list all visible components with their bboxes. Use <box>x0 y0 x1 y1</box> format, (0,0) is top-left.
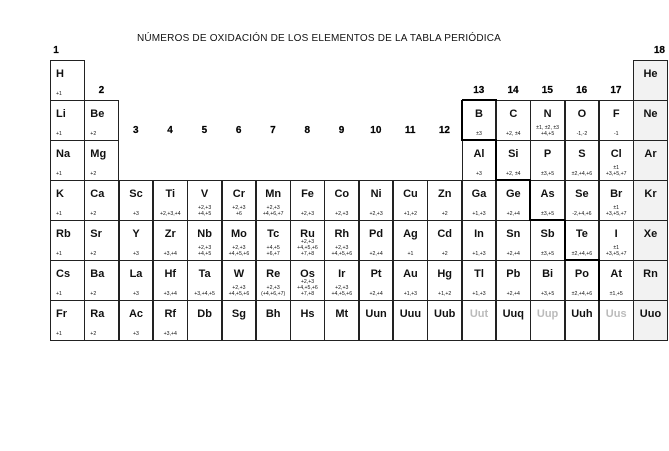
group-label-3: 3 <box>132 125 139 136</box>
oxidation-states: +3,+4 <box>163 330 177 337</box>
element-cell-fe <box>290 180 325 221</box>
element-symbol: Ra <box>90 308 105 320</box>
element-symbol: Os <box>300 268 315 280</box>
oxidation-states: +1 <box>56 130 62 137</box>
oxidation-states: +3,+4,+5 <box>194 290 215 297</box>
element-cell-cu <box>393 180 428 221</box>
element-cell-v <box>187 180 222 221</box>
oxidation-states: +1,+3 <box>472 250 486 257</box>
element-cell-se <box>565 180 600 221</box>
group-label-15: 15 <box>541 85 553 96</box>
element-cell-ti <box>153 180 188 221</box>
oxidation-states: ±2,+4,+6 <box>571 290 593 297</box>
oxidation-states: +2 <box>90 170 97 177</box>
element-symbol: Kr <box>644 188 657 200</box>
element-symbol: C <box>509 108 518 120</box>
element-cell-ac <box>119 300 154 341</box>
group-label-2: 2 <box>98 85 105 96</box>
element-cell-ir <box>324 260 359 301</box>
element-symbol: Se <box>575 188 589 200</box>
element-cell-cr <box>222 180 257 221</box>
element-symbol: Sb <box>540 228 555 240</box>
element-cell-xe <box>633 220 668 261</box>
oxidation-states: +1 <box>56 250 62 257</box>
element-cell-mo <box>222 220 257 261</box>
group-label-8: 8 <box>304 125 311 136</box>
oxidation-states: +2, ±4 <box>506 170 521 177</box>
element-cell-uuo <box>633 300 668 341</box>
element-cell-uun <box>359 300 394 341</box>
element-symbol: Be <box>90 108 105 120</box>
element-symbol: Mt <box>335 308 349 320</box>
element-cell-c <box>496 100 531 141</box>
element-symbol: P <box>543 148 552 160</box>
oxidation-states: +2,+4 <box>506 250 520 257</box>
metal-nonmetal-divider <box>530 219 565 221</box>
element-cell-f <box>599 100 634 141</box>
oxidation-states: +1 <box>56 290 62 297</box>
element-symbol: Uut <box>469 308 489 320</box>
oxidation-states: +3 <box>133 210 139 217</box>
element-cell-tl <box>462 260 497 301</box>
element-cell-ni <box>359 180 394 221</box>
element-cell-co <box>324 180 359 221</box>
oxidation-states: +2 <box>90 250 97 257</box>
element-cell-b <box>462 100 497 141</box>
element-symbol: Fr <box>56 308 67 320</box>
element-symbol: Ga <box>471 188 487 200</box>
element-symbol: Na <box>56 148 71 160</box>
element-symbol: Uuu <box>399 308 422 320</box>
element-symbol: Cu <box>403 188 418 200</box>
element-symbol: Hs <box>300 308 315 320</box>
oxidation-states: ±3,+5 <box>541 170 555 177</box>
element-symbol: Ru <box>300 228 315 240</box>
oxidation-states: ±3,+5 <box>541 210 555 217</box>
oxidation-states: +1 <box>56 210 62 217</box>
element-symbol: Bi <box>542 268 554 280</box>
oxidation-states: +2,+3 +4,+5,+6 <box>228 284 250 297</box>
element-cell-ra <box>84 300 119 341</box>
element-cell-in <box>462 220 497 261</box>
element-cell-uuq <box>496 300 531 341</box>
element-symbol: Sg <box>231 308 246 320</box>
oxidation-states: +2, ±4 <box>506 130 521 137</box>
element-symbol: Uuo <box>639 308 662 320</box>
element-cell-ga <box>462 180 497 221</box>
element-cell-pt <box>359 260 394 301</box>
element-symbol: Xe <box>643 228 658 240</box>
oxidation-states: +1 <box>56 170 62 177</box>
element-symbol: As <box>540 188 555 200</box>
element-symbol: Cl <box>610 148 622 160</box>
element-symbol: K <box>56 188 64 200</box>
element-cell-w <box>222 260 257 301</box>
group-label-10: 10 <box>370 125 382 136</box>
group-label-5: 5 <box>201 125 208 136</box>
element-cell-uup <box>530 300 565 341</box>
element-symbol: Pt <box>370 268 382 280</box>
oxidation-states: +2,+3 +4,+5,+6 <box>331 244 353 257</box>
element-symbol: Al <box>473 148 485 160</box>
oxidation-states: ±2,+4,+6 <box>571 170 593 177</box>
element-symbol: Br <box>610 188 623 200</box>
oxidation-states: -1,-2 <box>576 130 588 137</box>
element-symbol: Ac <box>128 308 144 320</box>
element-symbol: Cs <box>56 268 71 280</box>
element-symbol: Db <box>197 308 212 320</box>
element-cell-li <box>50 100 85 141</box>
group-label-13: 13 <box>473 85 485 96</box>
oxidation-states: +2,+3 +4,+5 <box>197 244 212 257</box>
element-cell-zn <box>427 180 462 221</box>
element-cell-os <box>290 260 325 301</box>
element-cell-nb <box>187 220 222 261</box>
element-cell-i <box>599 220 634 261</box>
oxidation-states: -1 <box>613 130 619 137</box>
element-cell-hg <box>427 260 462 301</box>
element-symbol: Ni <box>370 188 382 200</box>
page-title: NÚMEROS DE OXIDACIÓN DE LOS ELEMENTOS DE LA TABLA PERIÓDICA <box>136 33 502 44</box>
element-symbol: Rn <box>643 268 658 280</box>
oxidation-states: +2,+3 +4,+5,+6 +7,+8 <box>297 278 318 297</box>
element-cell-si <box>496 140 531 181</box>
element-cell-uus <box>599 300 634 341</box>
metal-nonmetal-divider <box>564 220 566 261</box>
oxidation-states: +2,+3 <box>300 210 315 217</box>
group-label-14: 14 <box>507 85 519 96</box>
oxidation-states: ±1,+5 <box>609 290 623 297</box>
oxidation-states: +2 <box>441 210 448 217</box>
element-cell-be <box>84 100 119 141</box>
element-symbol: In <box>474 228 484 240</box>
element-symbol: Co <box>334 188 350 200</box>
oxidation-states: +1 <box>56 330 62 337</box>
element-symbol: Y <box>132 228 140 240</box>
element-cell-rh <box>324 220 359 261</box>
element-symbol: Uub <box>434 308 456 320</box>
element-symbol: Uup <box>536 308 559 320</box>
element-cell-mt <box>324 300 359 341</box>
element-cell-uuh <box>565 300 600 341</box>
element-symbol: Po <box>574 268 589 280</box>
element-cell-ge <box>496 180 531 221</box>
metal-nonmetal-divider <box>598 260 600 301</box>
oxidation-states: +2,+3 (+4,+6,+7) <box>261 284 286 297</box>
element-cell-al <box>462 140 497 181</box>
oxidation-states: +2,+3 +4,+5 <box>197 204 212 217</box>
element-cell-cd <box>427 220 462 261</box>
element-cell-n <box>530 100 565 141</box>
oxidation-states: +2,+3 +4,+5,+6 +7,+8 <box>297 238 318 257</box>
element-cell-po <box>565 260 600 301</box>
group-label-11: 11 <box>404 125 416 136</box>
element-symbol: O <box>577 108 587 120</box>
group-label-9: 9 <box>338 125 345 136</box>
element-symbol: Rf <box>164 308 177 320</box>
element-cell-sr <box>84 220 119 261</box>
oxidation-states: ±2,+4,+6 <box>571 250 593 257</box>
element-symbol: Tl <box>474 268 484 280</box>
oxidation-states: +3 <box>133 250 139 257</box>
oxidation-states: +2 <box>90 330 97 337</box>
element-cell-p <box>530 140 565 181</box>
element-cell-uuu <box>393 300 428 341</box>
oxidation-states: +2,+3,+4 <box>159 210 181 217</box>
element-cell-ar <box>633 140 668 181</box>
oxidation-states: ±1 +3,+5,+7 <box>605 204 627 217</box>
oxidation-states: +2,+3 <box>335 210 349 217</box>
element-symbol: S <box>578 148 586 160</box>
element-cell-pb <box>496 260 531 301</box>
metal-nonmetal-divider <box>461 100 463 141</box>
element-cell-au <box>393 260 428 301</box>
oxidation-states: ±3,+5 <box>541 250 555 257</box>
element-cell-ag <box>393 220 428 261</box>
element-cell-ne <box>633 100 668 141</box>
element-cell-sb <box>530 220 565 261</box>
element-symbol: He <box>643 68 658 80</box>
element-symbol: Tc <box>267 228 280 240</box>
element-cell-kr <box>633 180 668 221</box>
oxidation-states: +3,+5 <box>540 290 555 297</box>
group-label-16: 16 <box>576 85 588 96</box>
element-symbol: Sr <box>90 228 102 240</box>
element-cell-rb <box>50 220 85 261</box>
element-cell-y <box>119 220 154 261</box>
oxidation-states: +1,+3 <box>403 290 418 297</box>
element-cell-br <box>599 180 634 221</box>
element-cell-cl <box>599 140 634 181</box>
element-symbol: Uuh <box>571 308 593 320</box>
oxidation-states: +1 <box>407 250 414 257</box>
oxidation-states: +3,+4 <box>163 250 177 257</box>
element-symbol: Hf <box>164 268 177 280</box>
element-symbol: Te <box>575 228 588 240</box>
element-symbol: Cd <box>437 228 453 240</box>
oxidation-states: ±1 +3,+5,+7 <box>605 244 627 257</box>
element-cell-sg <box>222 300 257 341</box>
oxidation-states: +2,+3 +4,+5,+6 <box>331 284 353 297</box>
element-symbol: At <box>610 268 622 280</box>
element-cell-bh <box>256 300 291 341</box>
element-cell-la <box>119 260 154 301</box>
element-cell-rn <box>633 260 668 301</box>
element-cell-o <box>565 100 600 141</box>
element-symbol: Ti <box>165 188 176 200</box>
element-symbol: Mo <box>230 228 247 240</box>
oxidation-states: ±1, ±2, ±3 +4,+5 <box>536 124 560 137</box>
element-symbol: Ar <box>644 148 657 160</box>
oxidation-states: +2,+4 <box>506 290 520 297</box>
element-symbol: Re <box>266 268 281 280</box>
element-cell-mn <box>256 180 291 221</box>
oxidation-states: +2,+3 +6 <box>232 204 246 217</box>
oxidation-states: ±1 +3,+5,+7 <box>605 164 627 177</box>
element-cell-fr <box>50 300 85 341</box>
element-symbol: Cr <box>232 188 246 200</box>
element-symbol: N <box>543 108 552 120</box>
oxidation-states: +4,+5 +6,+7 <box>266 244 280 257</box>
oxidation-states: +1 <box>56 90 62 97</box>
element-cell-re <box>256 260 291 301</box>
oxidation-states: +2,+4 <box>369 290 383 297</box>
group-label-1: 1 <box>53 45 59 56</box>
metal-nonmetal-divider <box>496 179 531 181</box>
element-symbol: Ca <box>90 188 105 200</box>
metal-nonmetal-divider <box>495 140 497 181</box>
element-symbol: Ag <box>403 228 418 240</box>
element-symbol: Ta <box>198 268 211 280</box>
element-cell-sn <box>496 220 531 261</box>
element-cell-he <box>633 60 668 101</box>
element-symbol: Zr <box>164 228 176 240</box>
element-cell-ca <box>84 180 119 221</box>
group-label-12: 12 <box>438 125 450 136</box>
element-cell-hs <box>290 300 325 341</box>
element-cell-hf <box>153 260 188 301</box>
element-symbol: Rh <box>334 228 350 240</box>
element-symbol: La <box>129 268 143 280</box>
element-cell-rf <box>153 300 188 341</box>
oxidation-states: +3 <box>133 290 139 297</box>
element-symbol: Mg <box>90 148 107 160</box>
element-symbol: F <box>612 108 620 120</box>
group-label-7: 7 <box>270 125 276 136</box>
element-symbol: Uun <box>365 308 387 320</box>
element-cell-db <box>187 300 222 341</box>
oxidation-states: ±3 <box>476 130 482 137</box>
oxidation-states: +1,+3 <box>472 210 486 217</box>
element-symbol: Si <box>508 148 519 160</box>
group-label-18: 18 <box>653 45 665 56</box>
oxidation-states: +2 <box>90 130 97 137</box>
element-cell-mg <box>84 140 119 181</box>
element-symbol: Uus <box>605 308 627 320</box>
element-cell-h <box>50 60 85 101</box>
element-cell-k <box>50 180 85 221</box>
element-cell-bi <box>530 260 565 301</box>
element-cell-ta <box>187 260 222 301</box>
element-symbol: Mn <box>265 188 282 200</box>
group-label-17: 17 <box>610 85 622 96</box>
element-symbol: Ne <box>643 108 658 120</box>
element-symbol: Pd <box>369 228 384 240</box>
element-cell-ba <box>84 260 119 301</box>
oxidation-states: +3,+4 <box>163 290 177 297</box>
element-symbol: Rb <box>56 228 71 240</box>
element-cell-sc <box>119 180 154 221</box>
element-symbol: Li <box>56 108 66 120</box>
element-symbol: Ba <box>90 268 105 280</box>
element-cell-as <box>530 180 565 221</box>
element-cell-tc <box>256 220 291 261</box>
metal-nonmetal-divider <box>565 259 600 261</box>
element-cell-uut <box>462 300 497 341</box>
metal-nonmetal-divider <box>462 99 497 101</box>
element-symbol: B <box>475 108 483 120</box>
element-cell-zr <box>153 220 188 261</box>
element-cell-ru <box>290 220 325 261</box>
element-symbol: Ir <box>338 268 346 280</box>
element-symbol: I <box>614 228 618 240</box>
element-symbol: Bh <box>265 308 281 320</box>
group-label-6: 6 <box>235 125 242 136</box>
element-cell-na <box>50 140 85 181</box>
element-cell-pd <box>359 220 394 261</box>
oxidation-states: -2,+4,+6 <box>572 210 592 217</box>
element-symbol: Ge <box>505 188 521 200</box>
element-symbol: H <box>56 68 64 80</box>
element-cell-cs <box>50 260 85 301</box>
oxidation-states: +2 <box>90 210 97 217</box>
oxidation-states: +3 <box>133 330 139 337</box>
element-cell-uub <box>427 300 462 341</box>
metal-nonmetal-divider <box>529 180 531 221</box>
element-symbol: Sc <box>129 188 143 200</box>
oxidation-states: +1,+2 <box>438 290 452 297</box>
element-symbol: Pb <box>506 268 521 280</box>
metal-nonmetal-divider <box>462 139 497 141</box>
oxidation-states: +2,+4 <box>506 210 520 217</box>
oxidation-states: +2,+3 +4,+6,+7 <box>262 204 284 217</box>
oxidation-states: +3 <box>476 170 482 177</box>
element-symbol: Nb <box>197 228 212 240</box>
oxidation-states: +2,+3 +4,+5,+6 <box>228 244 250 257</box>
element-cell-at <box>599 260 634 301</box>
element-symbol: Fe <box>301 188 314 200</box>
element-cell-s <box>565 140 600 181</box>
element-symbol: Uuq <box>502 308 524 320</box>
element-symbol: Au <box>403 268 418 280</box>
element-symbol: Zn <box>437 188 452 200</box>
group-label-4: 4 <box>167 125 173 136</box>
element-symbol: Hg <box>437 268 453 280</box>
oxidation-states: +2,+3 <box>369 210 383 217</box>
oxidation-states: +2,+4 <box>369 250 383 257</box>
oxidation-states: +1,+3 <box>472 290 486 297</box>
element-cell-te <box>565 220 600 261</box>
oxidation-states: +1,+2 <box>403 210 418 217</box>
element-symbol: V <box>200 188 209 200</box>
oxidation-states: +2 <box>441 250 448 257</box>
element-symbol: W <box>233 268 245 280</box>
element-symbol: Sn <box>506 228 521 240</box>
oxidation-states: +2 <box>90 290 97 297</box>
